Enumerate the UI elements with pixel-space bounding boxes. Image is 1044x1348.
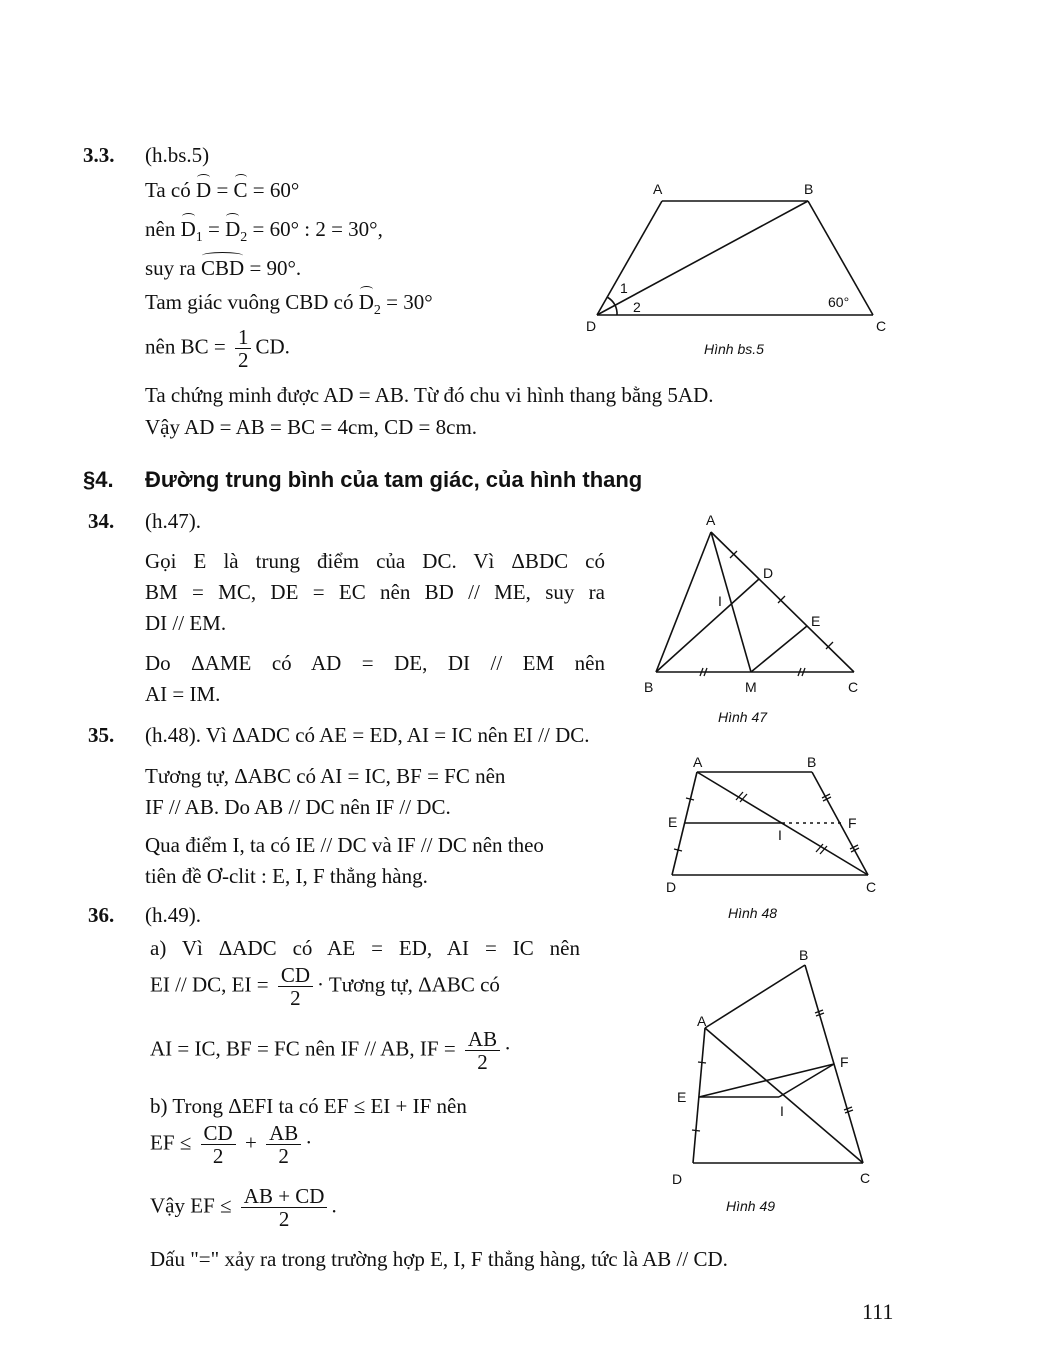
label-e: E <box>677 1089 687 1105</box>
figure-ref: (h.bs.5) <box>145 143 210 167</box>
figure-48 <box>660 752 890 924</box>
label-d: D <box>763 565 774 581</box>
label-c: C <box>866 879 877 895</box>
problem-number-36: 36. <box>88 903 115 927</box>
p35-line1: (h.48). Vì ΔADC có AE = ED, AI = IC nên EI // DC. <box>145 723 590 747</box>
label-e: E <box>668 814 678 830</box>
label-c: C <box>860 1170 871 1186</box>
p36-b-line1: b) Trong ΔEFI ta có EF ≤ EI + IF nên <box>150 1094 467 1118</box>
label-f: F <box>840 1054 849 1070</box>
p34-line4: Do ΔAME có AD = DE, DI // EM nên <box>145 651 605 675</box>
caption-bs5: Hình bs.5 <box>704 341 764 357</box>
p36-b-line2: EF ≤ $\frac{CD}{2}$ + $\frac{AB}{2}$ · <box>150 1121 313 1169</box>
label-e: E <box>811 613 821 629</box>
caption-48: Hình 48 <box>728 905 778 921</box>
caption-47: Hình 47 <box>718 709 768 725</box>
label-i: I <box>718 593 722 609</box>
angle-label-2: 2 <box>633 299 641 315</box>
label-b: B <box>799 947 809 963</box>
section-title: Đường trung bình của tam giác, của hình thang <box>145 467 643 492</box>
line-right-triangle: Tam giác vuông CBD có $D_2 = 30^\circ$ <box>145 290 433 319</box>
page-number: 111 <box>862 1299 894 1324</box>
label-c: C <box>876 318 887 334</box>
line-right-angle: suy ra CBD = 90°. <box>145 256 302 280</box>
line-perimeter: Ta chứng minh được AD = AB. Từ đó chu vi hình thang bằng 5AD. <box>145 383 714 407</box>
figure-ref: (h.47). <box>145 509 201 533</box>
p36-a-line3: AI = IC, BF = FC nên IF // AB, IF = $\frac{AB}{2}$ · <box>150 1027 512 1075</box>
figure-bs5 <box>580 176 900 366</box>
section-number: §4. <box>83 467 114 492</box>
label-b: B <box>807 754 817 770</box>
figure-47 <box>640 508 880 730</box>
problem-number-35: 35. <box>88 723 115 747</box>
p35-line4: Qua điểm I, ta có IE // DC và IF // DC nên theo <box>145 833 544 857</box>
label-a: A <box>706 512 716 528</box>
figure-49 <box>660 940 890 1220</box>
label-d: D <box>586 318 597 334</box>
figure-ref: (h.49). <box>145 903 201 927</box>
label-i: I <box>780 1103 784 1119</box>
p35-line3: IF // AB. Do AB // DC nên IF // DC. <box>145 795 451 819</box>
angle-label-60: 60° <box>828 294 850 310</box>
line-half-angles: nên $D_1 = D_2 = 60^\circ$ : 2 = 30°, <box>145 217 383 246</box>
angle-label-1: 1 <box>620 280 628 296</box>
caption-49: Hình 49 <box>726 1198 776 1214</box>
p35-line5: tiên đề Ơ-clit : E, I, F thẳng hàng. <box>145 864 428 888</box>
label-a: A <box>653 181 663 197</box>
label-a: A <box>693 754 703 770</box>
label-d: D <box>666 879 677 895</box>
p34-line1: Gọi E là trung điểm của DC. Vì ΔBDC có <box>145 549 605 573</box>
label-f: F <box>848 815 857 831</box>
label-b: B <box>804 181 814 197</box>
line-bc-half-cd: nên BC = $\frac{1}{2}$ CD. <box>145 325 290 373</box>
line-angles-equal: Ta có D = C = 60° <box>145 178 300 202</box>
p34-line3: DI // EM. <box>145 611 227 635</box>
p36-a-line1: a) Vì ΔADC có AE = ED, AI = IC nên <box>150 936 580 960</box>
label-m: M <box>745 679 757 695</box>
label-c: C <box>848 679 859 695</box>
label-i: I <box>778 827 782 843</box>
p35-line2: Tương tự, ΔABC có AI = IC, BF = FC nên <box>145 764 506 788</box>
p36-b-line4: Dấu "=" xảy ra trong trường hợp E, I, F thẳng hàng, tức là AB // CD. <box>150 1247 728 1271</box>
problem-number-3-3: 3.3. <box>83 143 115 167</box>
p36-a-line2: EI // DC, EI = $\frac{CD}{2}$ · Tương tự, ΔABC có <box>150 963 500 1011</box>
label-b: B <box>644 679 654 695</box>
problem-number-34: 34. <box>88 509 115 533</box>
p34-line5: AI = IM. <box>145 682 221 706</box>
p34-line2: BM = MC, DE = EC nên BD // ME, suy ra <box>145 580 605 604</box>
label-d: D <box>672 1171 683 1187</box>
line-conclusion: Vậy AD = AB = BC = 4cm, CD = 8cm. <box>145 415 478 439</box>
label-a: A <box>697 1013 707 1029</box>
p36-b-line3: Vậy EF ≤ $\frac{AB + CD}{2}$ . <box>150 1184 337 1232</box>
